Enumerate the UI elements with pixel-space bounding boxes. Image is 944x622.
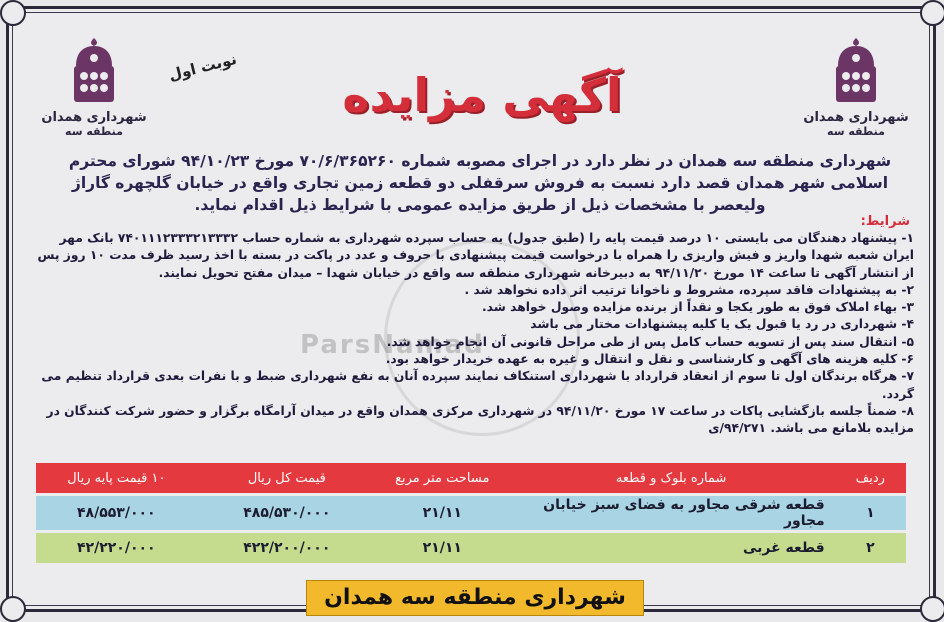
logo-line2: منطقه سه	[827, 125, 885, 138]
logo-line1: شهرداری همدان	[803, 110, 909, 125]
logo-emblem-icon	[830, 36, 882, 108]
municipality-logo-right	[796, 36, 916, 138]
condition-item: ۷- هرگاه برندگان اول تا سوم از انعقاد قرارداد با شهرداری استنکاف نمایند سپرده آنان به نفع شهرداری ضبط و با نفرات بعدی قرارداد تنظیم می گردد.	[41, 369, 914, 401]
notice-round-label: نوبت اول	[166, 49, 239, 85]
logo-line1: شهرداری همدان	[41, 110, 147, 125]
cell-base-price: ۴۲/۲۲۰/۰۰۰	[36, 533, 197, 563]
logo-emblem-icon	[68, 36, 120, 108]
col-header-block: شماره بلوک و قطعه	[508, 463, 835, 493]
intro-paragraph: شهرداری منطقه سه همدان در نظر دارد در اجرای مصوبه شماره ۷۰/۶/۳۶۵۲۶۰ مورخ ۹۴/۱۰/۲۳ شورای محترم اسلامی شهر همدان قصد دارد نسبت به فروش سرقفلی دو قطعه زمین تجاری واقع در خیابان گلچهره گاراژ ولیعصر با مشخصات ذیل از طریق مزایده عمومی با شرایط ذیل اقدام نماید.	[68, 152, 892, 214]
cell-block: قطعه شرقی مجاور به فضای سبز خیابان مجاور	[508, 496, 835, 530]
condition-item: ۱- پیشنهاد دهندگان می بایستی ۱۰ درصد قیمت پایه را (طبق جدول) به حساب سپرده شهرداری به شماره حساب ۷۴۰۱۱۱۲۳۳۳۲۱۳۳۳۲ بانک مهر ایران شعبه شهدا واریز و فیش واریزی را همراه با درخواست قیمت پیشنهادی با حروف و عدد در پاکت در بسته با اخذ رسید ظرف مدت ۱۰ روز پس از انتشار آگهی تا ساعت ۱۴ مورخ ۹۴/۱۱/۲۰ به دبیرخانه شهرداری منطقه سه واقع در خیابان شهدا – میدان مفتح تحویل نمایند.	[37, 231, 914, 280]
condition-item: ۲- به پیشنهادات فاقد سپرده، مشروط و ناخوانا ترتیب اثر داده نخواهد شد .	[464, 282, 914, 297]
cell-area: ۲۱/۱۱	[377, 496, 507, 530]
corner-ornament	[920, 0, 944, 26]
corner-ornament	[920, 596, 944, 622]
condition-item: ۶- کلیه هزینه های آگهی و کارشناسی و نقل و انتقال و غیره به عهده خریدار خواهد بود.	[385, 352, 914, 367]
condition-item: ۳- بهاء املاک فوق به طور یکجا و نقداً از برنده مزایده وصول خواهد شد.	[481, 300, 914, 315]
condition-item: ۴- شهرداری در رد یا قبول یک یا کلیه پیشنهادات مختار می باشد	[530, 317, 914, 332]
cell-row-number: ۱	[835, 496, 906, 530]
table-header-row	[36, 463, 906, 493]
cell-total-price: ۴۲۲/۲۰۰/۰۰۰	[197, 533, 377, 563]
table-row	[36, 533, 906, 563]
corner-ornament	[0, 596, 26, 622]
cell-area: ۲۱/۱۱	[377, 533, 507, 563]
condition-item: ۵- انتقال سند پس از تسویه حساب کامل پس از طی مراحل قانونی آن انجام خواهد شد.	[386, 334, 914, 349]
auction-table	[36, 460, 906, 566]
footer-banner: شهرداری منطقه سه همدان	[306, 580, 644, 616]
cell-base-price: ۴۸/۵۵۳/۰۰۰	[36, 496, 197, 530]
logo-line2: منطقه سه	[65, 125, 123, 138]
col-header-base-price: ۱۰ قیمت پایه ریال	[36, 463, 197, 493]
col-header-total-price: قیمت کل ریال	[197, 463, 377, 493]
cell-total-price: ۴۸۵/۵۳۰/۰۰۰	[197, 496, 377, 530]
watermark-text: ParsNamad	[300, 330, 485, 360]
col-header-row-number: ردیف	[835, 463, 906, 493]
col-header-area: مساحت متر مربع	[377, 463, 507, 493]
condition-item: ۸- ضمناً جلسه بازگشایی پاکات در ساعت ۱۷ مورخ ۹۴/۱۱/۲۰ در شهرداری مرکزی همدان واقع در میدان آرامگاه برگزار و حضور شرکت کنندگان در مزایده بلامانع می باشد. ۹۴/۲۷۱/ی	[46, 403, 914, 436]
cell-block: قطعه غربی	[508, 533, 835, 563]
corner-ornament	[0, 0, 26, 26]
table-row	[36, 496, 906, 530]
conditions-list	[36, 230, 914, 438]
cell-row-number: ۲	[835, 533, 906, 563]
municipality-logo-left	[34, 36, 154, 138]
conditions-heading: شرایط:	[860, 214, 910, 229]
page-title: آگهی مزایده	[342, 68, 622, 122]
